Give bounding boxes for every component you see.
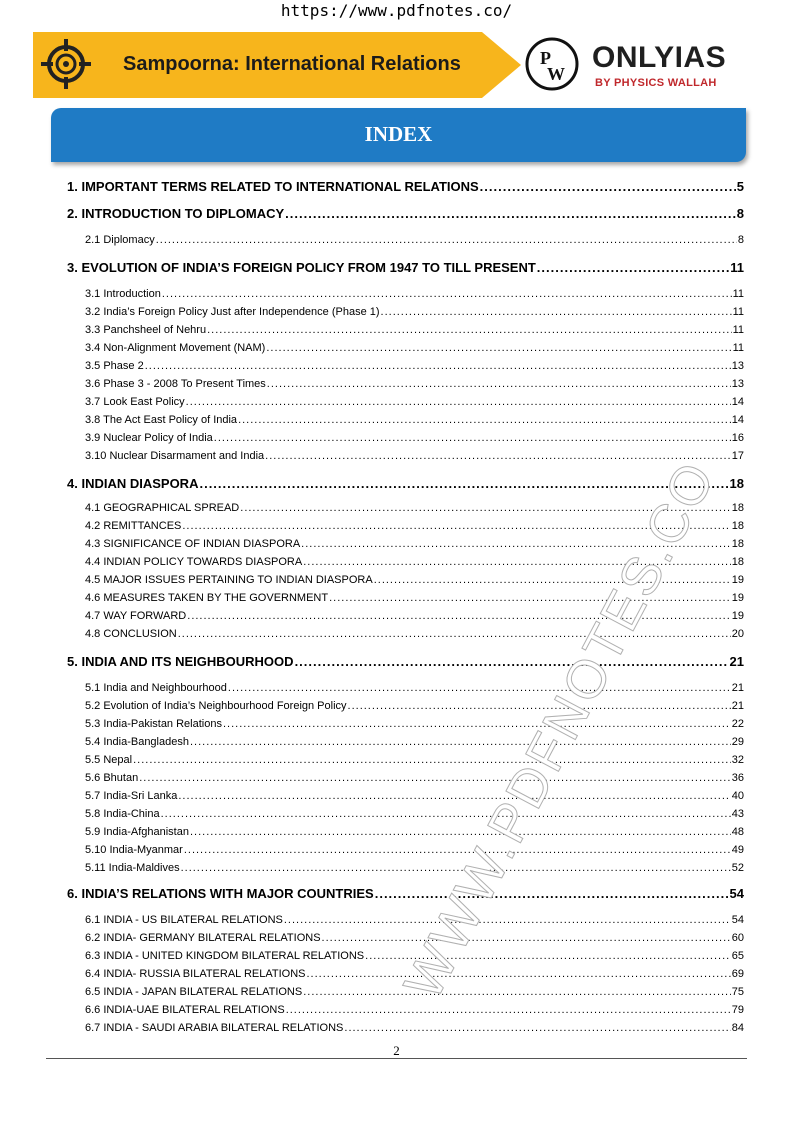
toc-entry-title: 3. EVOLUTION OF INDIA’S FOREIGN POLICY FROM 1947 TO TILL PRESENT xyxy=(67,260,536,275)
toc-entry-page: 65 xyxy=(731,950,744,962)
toc-entry-page: 8 xyxy=(736,206,744,221)
toc-entry-title: 4.1 GEOGRAPHICAL SPREAD xyxy=(85,502,240,514)
toc-entry-title: 5.3 India-Pakistan Relations xyxy=(85,718,222,730)
toc-entry-page: 11 xyxy=(732,342,744,354)
toc-section-entry[interactable] xyxy=(85,790,744,802)
toc-entry-page: 21 xyxy=(731,682,744,694)
toc-entry-page: 17 xyxy=(731,450,744,462)
toc-dot-leader xyxy=(265,450,731,462)
toc-entry-title: 5. INDIA AND ITS NEIGHBOURHOOD xyxy=(67,654,294,669)
toc-entry-page: 18 xyxy=(731,538,744,550)
toc-entry-title: 5.4 India-Bangladesh xyxy=(85,736,189,748)
toc-entry-page: 36 xyxy=(731,772,744,784)
toc-dot-leader xyxy=(162,288,732,300)
toc-entry-title: 4. INDIAN DIASPORA xyxy=(67,476,199,491)
toc-dot-leader xyxy=(199,476,728,491)
toc-entry-title: 5.5 Nepal xyxy=(85,754,133,766)
toc-entry-page: 18 xyxy=(731,556,744,568)
toc-entry-title: 6. INDIA’S RELATIONS WITH MAJOR COUNTRIES xyxy=(67,886,374,901)
toc-entry-title: 2. INTRODUCTION TO DIPLOMACY xyxy=(67,206,285,221)
toc-entry-page: 11 xyxy=(732,306,744,318)
toc-entry-title: 2.1 Diplomacy xyxy=(85,234,155,246)
toc-entry-title: 6.4 INDIA- RUSSIA BILATERAL RELATIONS xyxy=(85,968,306,980)
toc-entry-page: 79 xyxy=(731,1004,744,1016)
toc-dot-leader xyxy=(303,986,731,998)
svg-text:W: W xyxy=(547,64,565,84)
toc-entry-page: 40 xyxy=(731,790,744,802)
toc-dot-leader xyxy=(537,260,729,275)
toc-entry-page: 21 xyxy=(731,700,744,712)
toc-section-entry[interactable] xyxy=(85,862,744,874)
toc-entry-page: 18 xyxy=(731,502,744,514)
toc-section-entry[interactable] xyxy=(85,414,744,426)
toc-entry-title: 3.3 Panchsheel of Nehru xyxy=(85,324,207,336)
toc-entry-page: 19 xyxy=(731,592,744,604)
toc-entry-title: 5.8 India-China xyxy=(85,808,160,820)
toc-entry-page: 21 xyxy=(729,654,744,669)
toc-entry-page: 11 xyxy=(732,288,744,300)
toc-chapter-entry[interactable] xyxy=(67,476,744,491)
toc-dot-leader xyxy=(286,1004,731,1016)
toc-section-entry[interactable] xyxy=(85,1004,744,1016)
toc-dot-leader xyxy=(284,914,731,926)
toc-entry-page: 32 xyxy=(731,754,744,766)
toc-entry-page: 54 xyxy=(731,914,744,926)
toc-entry-title: 3.8 The Act East Policy of India xyxy=(85,414,238,426)
toc-entry-title: 5.6 Bhutan xyxy=(85,772,139,784)
toc-entry-page: 18 xyxy=(729,476,744,491)
toc-entry-page: 48 xyxy=(731,826,744,838)
onlyias-logo: ONLYIAS xyxy=(592,41,727,74)
toc-dot-leader xyxy=(480,179,736,194)
watermark: WWW.PDFNOTES.CO xyxy=(392,450,728,1009)
toc-dot-leader xyxy=(322,932,731,944)
toc-entry-title: 3.7 Look East Policy xyxy=(85,396,185,408)
toc-entry-title: 3.5 Phase 2 xyxy=(85,360,144,372)
toc-entry-title: 6.6 INDIA-UAE BILATERAL RELATIONS xyxy=(85,1004,285,1016)
toc-entry-page: 60 xyxy=(731,932,744,944)
toc-section-entry[interactable] xyxy=(85,342,744,354)
toc-entry-title: 5.7 India-Sri Lanka xyxy=(85,790,178,802)
toc-entry-page: 16 xyxy=(731,432,744,444)
toc-entry-page: 13 xyxy=(731,360,744,372)
toc-section-entry[interactable] xyxy=(85,736,744,748)
toc-entry-page: 22 xyxy=(731,718,744,730)
toc-section-entry[interactable] xyxy=(85,306,744,318)
toc-dot-leader xyxy=(381,306,732,318)
toc-dot-leader xyxy=(178,790,730,802)
toc-entry-title: 5.1 India and Neighbourhood xyxy=(85,682,227,694)
toc-entry-title: 3.9 Nuclear Policy of India xyxy=(85,432,213,444)
toc-chapter-entry[interactable] xyxy=(67,179,744,194)
toc-dot-leader xyxy=(285,206,736,221)
toc-entry-title: 4.2 REMITTANCES xyxy=(85,520,182,532)
toc-dot-leader xyxy=(133,754,731,766)
toc-entry-title: 5.10 India-Myanmar xyxy=(85,844,183,856)
toc-section-entry[interactable] xyxy=(85,754,744,766)
toc-section-entry[interactable] xyxy=(85,396,744,408)
toc-section-entry[interactable] xyxy=(85,700,744,712)
banner-title: Sampoorna: International Relations xyxy=(123,53,461,75)
toc-entry-page: 11 xyxy=(732,324,744,336)
toc-entry-title: 5.2 Evolution of India’s Neighbourhood Foreign Policy xyxy=(85,700,347,712)
target-icon xyxy=(37,35,95,93)
toc-chapter-entry[interactable] xyxy=(67,206,744,221)
toc-entry-title: 4.4 INDIAN POLICY TOWARDS DIASPORA xyxy=(85,556,303,568)
toc-section-entry[interactable] xyxy=(85,432,744,444)
toc-entry-title: 4.5 MAJOR ISSUES PERTAINING TO INDIAN DIASPORA xyxy=(85,574,373,586)
top-url[interactable]: https://www.pdfnotes.co/ xyxy=(280,1,513,20)
toc-dot-leader xyxy=(329,592,731,604)
toc-dot-leader xyxy=(267,378,731,390)
toc-dot-leader xyxy=(306,968,730,980)
toc-entry-title: 3.6 Phase 3 - 2008 To Present Times xyxy=(85,378,266,390)
toc-dot-leader xyxy=(295,654,729,669)
toc-entry-title: 4.6 MEASURES TAKEN BY THE GOVERNMENT xyxy=(85,592,329,604)
toc-dot-leader xyxy=(184,844,731,856)
toc-section-entry[interactable] xyxy=(85,378,744,390)
toc-section-entry[interactable] xyxy=(85,682,744,694)
toc-section-entry[interactable] xyxy=(85,844,744,856)
toc-dot-leader xyxy=(186,396,731,408)
toc-dot-leader xyxy=(214,432,731,444)
toc-entry-title: 5.9 India-Afghanistan xyxy=(85,826,189,838)
toc-dot-leader xyxy=(190,736,731,748)
toc-entry-title: 3.4 Non-Alignment Movement (NAM) xyxy=(85,342,266,354)
toc-entry-page: 11 xyxy=(730,260,744,275)
toc-entry-title: 6.5 INDIA - JAPAN BILATERAL RELATIONS xyxy=(85,986,303,998)
toc-section-entry[interactable] xyxy=(85,360,744,372)
toc-dot-leader xyxy=(228,682,731,694)
toc-entry-page: 49 xyxy=(731,844,744,856)
toc-section-entry[interactable] xyxy=(85,772,744,784)
toc-dot-leader xyxy=(238,414,731,426)
brand-subtitle: BY PHYSICS WALLAH xyxy=(595,77,717,89)
toc-entry-title: 3.10 Nuclear Disarmament and India xyxy=(85,450,265,462)
toc-entry-page: 43 xyxy=(731,808,744,820)
toc-entry-page: 5 xyxy=(736,179,744,194)
toc-dot-leader xyxy=(223,718,731,730)
toc-section-entry[interactable] xyxy=(85,324,744,336)
toc-chapter-entry[interactable] xyxy=(67,886,744,901)
toc-section-entry[interactable] xyxy=(85,450,744,462)
toc-entry-page: 19 xyxy=(731,574,744,586)
svg-text:P: P xyxy=(540,48,551,68)
toc-entry-title: 5.11 India-Maldives xyxy=(85,862,180,874)
toc-entry-page: 18 xyxy=(731,520,744,532)
toc-entry-title: 6.2 INDIA- GERMANY BILATERAL RELATIONS xyxy=(85,932,321,944)
toc-section-entry[interactable] xyxy=(85,234,744,246)
footer-divider xyxy=(46,1058,747,1059)
toc-entry-title: 1. IMPORTANT TERMS RELATED TO INTERNATIONAL RELATIONS xyxy=(67,179,479,194)
page-number: 2 xyxy=(393,1043,400,1058)
toc-entry-page: 8 xyxy=(737,234,744,246)
toc-section-entry[interactable] xyxy=(85,914,744,926)
toc-entry-title: 3.1 Introduction xyxy=(85,288,161,300)
toc-entry-title: 6.3 INDIA - UNITED KINGDOM BILATERAL RELATIONS xyxy=(85,950,365,962)
toc-section-entry[interactable] xyxy=(85,1022,744,1034)
pw-logo-icon xyxy=(525,37,579,91)
toc-entry-page: 19 xyxy=(731,610,744,622)
toc-entry-title: 6.1 INDIA - US BILATERAL RELATIONS xyxy=(85,914,283,926)
toc-dot-leader xyxy=(145,360,731,372)
toc-section-entry[interactable] xyxy=(85,288,744,300)
toc-entry-page: 29 xyxy=(731,736,744,748)
toc-dot-leader xyxy=(190,826,731,838)
toc-dot-leader xyxy=(266,342,731,354)
toc-entry-page: 54 xyxy=(729,886,744,901)
toc-section-entry[interactable] xyxy=(85,718,744,730)
toc-entry-title: 4.3 SIGNIFICANCE OF INDIAN DIASPORA xyxy=(85,538,301,550)
toc-entry-page: 75 xyxy=(731,986,744,998)
toc-dot-leader xyxy=(156,234,737,246)
toc-entry-page: 84 xyxy=(731,1022,744,1034)
toc-entry-page: 69 xyxy=(731,968,744,980)
toc-dot-leader xyxy=(161,808,731,820)
index-title: INDEX xyxy=(364,122,433,146)
toc-dot-leader xyxy=(344,1022,730,1034)
toc-entry-page: 14 xyxy=(731,414,744,426)
toc-dot-leader xyxy=(374,574,731,586)
toc-chapter-entry[interactable] xyxy=(67,654,744,669)
toc-dot-leader xyxy=(207,324,731,336)
toc-dot-leader xyxy=(139,772,731,784)
toc-entry-title: 4.8 CONCLUSION xyxy=(85,628,177,640)
toc-entry-page: 20 xyxy=(731,628,744,640)
toc-entry-title: 3.2 India’s Foreign Policy Just after Independence (Phase 1) xyxy=(85,306,380,318)
toc-entry-title: 4.7 WAY FORWARD xyxy=(85,610,187,622)
toc-chapter-entry[interactable] xyxy=(67,260,744,275)
toc-entry-page: 52 xyxy=(731,862,744,874)
toc-entry-page: 13 xyxy=(731,378,744,390)
toc-entry-page: 14 xyxy=(731,396,744,408)
toc-section-entry[interactable] xyxy=(85,826,744,838)
toc-entry-title: 6.7 INDIA - SAUDI ARABIA BILATERAL RELATIONS xyxy=(85,1022,344,1034)
toc-section-entry[interactable] xyxy=(85,808,744,820)
toc-dot-leader xyxy=(375,886,729,901)
